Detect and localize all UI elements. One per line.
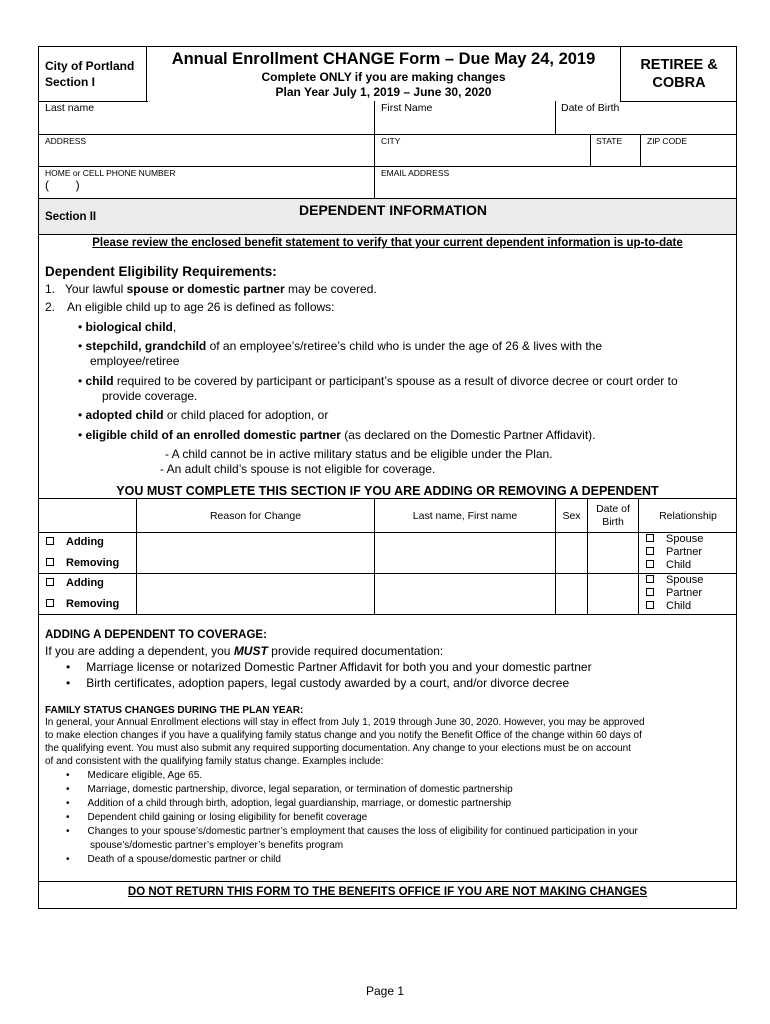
divider (620, 101, 737, 102)
family-item (66, 770, 202, 781)
state-field[interactable]: STATE (596, 136, 623, 146)
adding-title: ADDING A DEPENDENT TO COVERAGE: (45, 629, 267, 641)
relationship-spouse[interactable] (646, 574, 703, 586)
bullet-icon: • (66, 770, 70, 781)
header-sex: Sex (562, 510, 581, 522)
text: or child placed for adoption, or (163, 408, 329, 422)
text: Dependent child gaining or losing eligibility for benefit coverage (87, 812, 368, 823)
checkbox-label: Child (666, 559, 692, 571)
text: An eligible child up to age 26 is defined as follows: (67, 300, 335, 314)
text: Changes to your spouse’s/domestic partner’s employment that causes the loss of eligibility for continued participation in your (87, 826, 638, 837)
checkbox-icon (646, 601, 654, 609)
dependent-info-title: DEPENDENT INFORMATION (299, 202, 487, 218)
family-item (66, 798, 511, 809)
page-title: Annual Enrollment CHANGE Form – Due May 24, 2019 (171, 50, 596, 68)
divider (38, 166, 737, 167)
text: Addition of a child through birth, adoption, legal guardianship, marriage, or domestic partnership (87, 798, 512, 809)
adding-checkbox[interactable] (46, 536, 104, 548)
last-name-field[interactable]: Last name (45, 102, 95, 114)
family-para-4: of and consistent with the qualifying family status change. Examples include: (45, 756, 384, 767)
checkbox-icon (646, 588, 654, 596)
item-number: 1. (45, 282, 56, 296)
family-para-2: to make election changes if you have a qualifying family status change and you notify the Benefit Office of the change within 60 days of (45, 730, 642, 741)
checkbox-icon (646, 575, 654, 583)
page-number: Page 1 (365, 984, 405, 998)
family-item (66, 826, 638, 837)
family-para-3: the qualifying event. You must also submit any required supporting documentation. Any change to your elections must be on account (45, 743, 631, 754)
divider (38, 881, 737, 882)
checkbox-icon (46, 578, 54, 586)
text: may be covered. (284, 282, 377, 296)
adding-intro (45, 644, 443, 658)
bullet-adopted (78, 408, 328, 422)
bullet-biological (78, 320, 176, 334)
first-name-field[interactable]: First Name (381, 102, 433, 114)
adding-item-1 (66, 660, 592, 674)
bullet-court-child (78, 374, 678, 388)
checkbox-icon (46, 599, 54, 607)
do-not-return-notice: DO NOT RETURN THIS FORM TO THE BENEFITS OFFICE IF YOU ARE NOT MAKING CHANGES (127, 886, 648, 898)
header-relationship: Relationship (659, 510, 717, 522)
bullet-icon: • (78, 339, 83, 353)
relationship-child[interactable] (646, 600, 691, 612)
checkbox-icon (46, 537, 54, 545)
bullet-court-child-cont: provide coverage. (102, 389, 198, 403)
text-bold: biological child (85, 320, 173, 334)
divider (590, 134, 591, 166)
divider (38, 532, 737, 533)
checkbox-label: Spouse (666, 574, 704, 586)
text: required to be covered by participant or participant’s spouse as a result of divorce decree or court order to (113, 374, 678, 388)
item-number: 2. (45, 300, 56, 314)
text: provide required documentation: (267, 644, 444, 658)
header-dob-1: Date of (596, 503, 630, 515)
text: Marriage license or notarized Domestic Partner Affidavit for both you and your domestic partner (86, 660, 592, 674)
checkbox-label: Partner (666, 587, 703, 599)
subtitle-plan-year: Plan Year July 1, 2019 – June 30, 2020 (275, 85, 492, 99)
relationship-child[interactable] (646, 559, 691, 571)
phone-field[interactable]: HOME or CELL PHONE NUMBER (45, 168, 176, 178)
bullet-icon: • (66, 798, 70, 809)
adding-item-2 (66, 676, 569, 690)
checkbox-label: Removing (66, 598, 120, 610)
bullet-icon: • (66, 676, 71, 690)
text: Birth certificates, adoption papers, legal custody awarded by a court, and/or divorce decree (86, 676, 570, 690)
relationship-partner[interactable] (646, 587, 702, 599)
section1-label: Section I (45, 75, 96, 89)
text-bold: MUST (233, 644, 268, 658)
relationship-partner[interactable] (646, 546, 702, 558)
removing-checkbox[interactable] (46, 557, 119, 569)
family-title: FAMILY STATUS CHANGES DURING THE PLAN YEAR: (45, 705, 304, 716)
text: , (172, 320, 177, 334)
subtitle-complete: Complete ONLY if you are making changes (261, 70, 506, 84)
bullet-icon: • (78, 428, 83, 442)
email-field[interactable]: EMAIL ADDRESS (381, 168, 450, 178)
checkbox-label: Adding (66, 536, 104, 548)
bullet-icon: • (66, 812, 70, 823)
text-bold: child (85, 374, 114, 388)
family-item (66, 854, 281, 865)
city-field[interactable]: CITY (381, 136, 401, 146)
bullet-icon: • (78, 408, 83, 422)
text: Marriage, domestic partnership, divorce, legal separation, or termination of domestic partnership (87, 784, 513, 795)
bullet-stepchild-cont: employee/retiree (90, 354, 180, 368)
eligibility-title: Dependent Eligibility Requirements: (45, 264, 277, 279)
bullet-icon: • (78, 374, 83, 388)
bullet-stepchild (78, 339, 602, 353)
header-name: Last name, First name (412, 510, 518, 522)
checkbox-label: Child (666, 600, 692, 612)
bullet-domestic-partner-child (78, 428, 596, 442)
divider (38, 134, 737, 135)
divider (38, 234, 737, 235)
text: Medicare eligible, Age 65. (87, 770, 203, 781)
bullet-icon: • (66, 784, 70, 795)
zip-field[interactable]: ZIP CODE (647, 136, 687, 146)
eligibility-item-1 (45, 282, 377, 296)
address-field[interactable]: ADDRESS (45, 136, 87, 146)
checkbox-icon (646, 534, 654, 542)
cobra-badge: COBRA (652, 75, 706, 91)
family-para-1: In general, your Annual Enrollment elections will stay in effect from July 1, 2019 through June 30, 2020. However, you may be approved (45, 717, 645, 728)
retiree-badge: RETIREE & (640, 57, 718, 73)
divider (38, 498, 737, 499)
eligibility-item-2 (45, 300, 335, 314)
checkbox-label: Spouse (666, 533, 704, 545)
family-item (66, 784, 513, 795)
bullet-icon: • (78, 320, 83, 334)
divider (38, 614, 737, 615)
note-adult-child: - An adult child’s spouse is not eligible for coverage. (160, 462, 436, 476)
bullet-icon: • (66, 854, 70, 865)
phone-area-code[interactable]: ( ) (45, 178, 80, 192)
divider (555, 101, 556, 134)
text: (as declared on the Domestic Partner Affidavit). (340, 428, 596, 442)
checkbox-icon (646, 547, 654, 555)
removing-checkbox[interactable] (46, 598, 119, 610)
text: of an employee’s/retiree’s child who is under the age of 26 & lives with the (206, 339, 603, 353)
divider (38, 573, 737, 574)
section2-label: Section II (45, 211, 97, 223)
checkbox-icon (646, 560, 654, 568)
family-item-cont: spouse’s/domestic partner’s employer’s benefits program (90, 840, 344, 851)
bullet-icon: • (66, 826, 70, 837)
text: If you are adding a dependent, you (45, 644, 234, 658)
note-military: - A child cannot be in active military status and be eligible under the Plan. (165, 447, 553, 461)
text-bold: eligible child of an enrolled domestic partner (85, 428, 341, 442)
bullet-icon: • (66, 660, 71, 674)
family-item (66, 812, 367, 823)
checkbox-label: Adding (66, 577, 104, 589)
dob-field[interactable]: Date of Birth (561, 102, 620, 114)
text-bold: adopted child (85, 408, 164, 422)
header-dob-2: Birth (602, 516, 624, 528)
checkbox-label: Removing (66, 557, 120, 569)
org-name: City of Portland (45, 59, 135, 73)
divider (620, 46, 621, 102)
divider (640, 134, 641, 166)
checkbox-label: Partner (666, 546, 703, 558)
relationship-spouse[interactable] (646, 533, 703, 545)
adding-checkbox[interactable] (46, 577, 104, 589)
checkbox-icon (46, 558, 54, 566)
text-bold: stepchild, grandchild (85, 339, 207, 353)
must-complete-notice: YOU MUST COMPLETE THIS SECTION IF YOU ARE ADDING OR REMOVING A DEPENDENT (116, 484, 659, 498)
text: Death of a spouse/domestic partner or child (87, 854, 281, 865)
text-bold: spouse or domestic partner (126, 282, 285, 296)
review-notice: Please review the enclosed benefit statement to verify that your current dependent information is up-to-date (92, 237, 683, 249)
text: Your lawful (65, 282, 127, 296)
header-reason: Reason for Change (209, 510, 302, 522)
